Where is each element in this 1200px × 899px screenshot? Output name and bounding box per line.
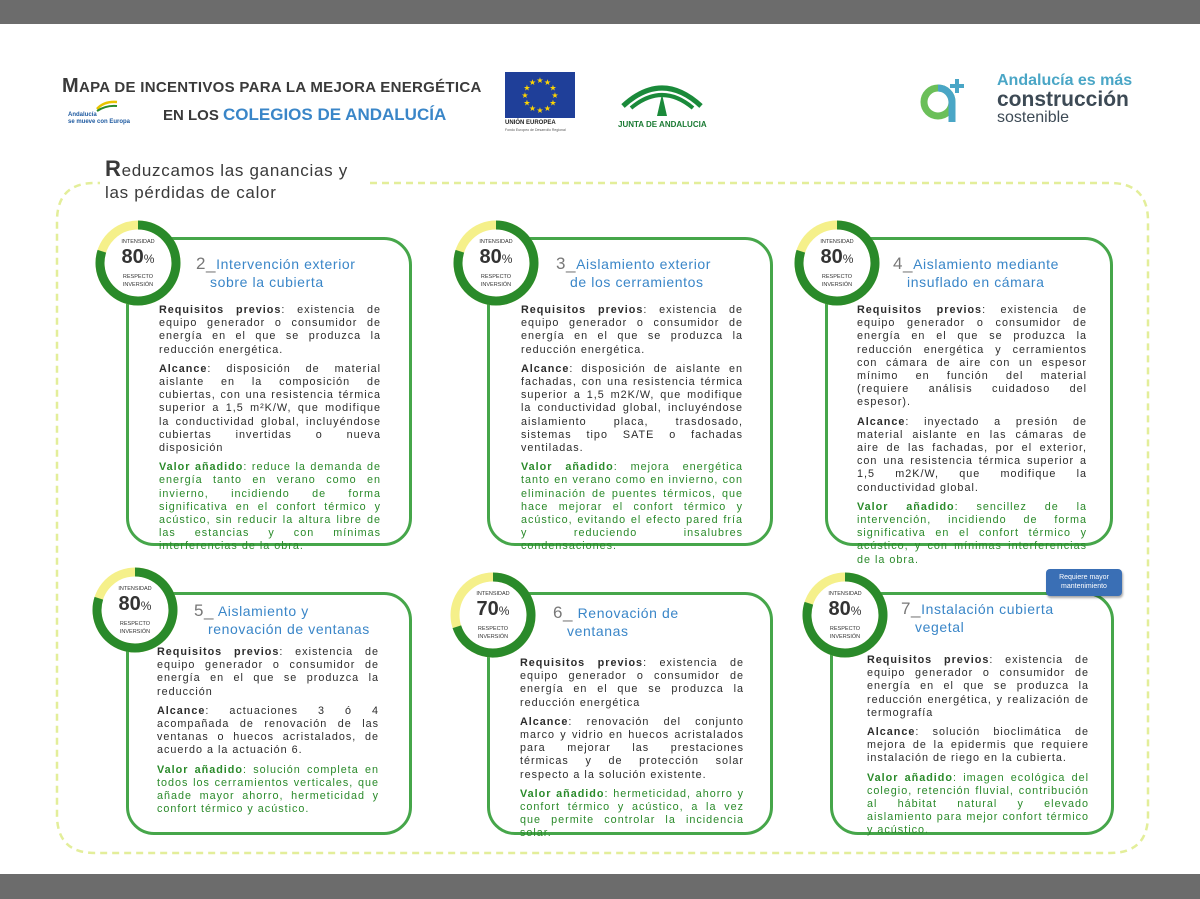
gauge-value: 80% [121,246,155,268]
intensity-gauge [792,218,882,308]
gauge-bottom-label: RESPECTO [122,274,154,280]
eu-star-icon: ★ [521,91,529,100]
card-body: Requisitos previos: existencia de equipo generador o consumidor de energía en el que se produzca la reducción energética, y realización de termografía Alcance: solución bioclimática de mejora de la epidermis que requiere instalación de riego en la cubierta. Valor añadido: imagen ecológica del colegio, retención fluvial, contribución al hábitat natural y elevado aislamiento para mejor confort térmico y acústico. [867,654,1090,837]
eu-star-icon: ★ [543,78,552,88]
gauge-bottom-label: INVERSIÓN [480,282,512,288]
gauge-bottom-label: INVERSIÓN [119,629,151,635]
gauge-top-label: INTENSIDAD [820,239,854,245]
gauge-value: 70% [476,598,510,620]
acs-line2: construcción [997,88,1129,111]
gauge-bottom-label: RESPECTO [821,274,853,280]
gauge-value: 80% [820,246,854,268]
section-headline: Reduzcamos las ganancias y las pérdidas de calor [105,156,348,202]
eu-star-icon: ★ [543,103,552,113]
gauge-bottom-label: RESPECTO [119,621,151,627]
gauge-bottom-label: INVERSIÓN [477,634,509,640]
eu-star-icon: ★ [549,98,557,108]
card-body: Requisitos previos: existencia de equipo generador o consumidor de energía en el que se produzca la reducción energética. Alcance: disposición de aislante en fachadas, con una resistencia térmica superior a 1,5 m2K/W, que modifique la conductividad global, incluyéndose aislamiento placa, trasdosado, sistemas tipo SATE o fachadas ventiladas. Valor añadido: mejora energética tanto en verano como en invierno, con eliminación de puentes térmicos, que hace mejorar el confort térmico y acústico, evitando el efecto pared fría y reduciendo insalubres condensaciones. [521,304,743,553]
gauge-top-label: INTENSIDAD [121,239,155,245]
card-body: Requisitos previos: existencia de equipo generador o consumidor de energía en el que se produzca la reducción Alcance: actuaciones 3 ó 4 acompañada de renovación de las ventanas o huecos acristalados, de acuerdo a la actuación 6. Valor añadido: solución completa en todos los cerramientos verticales, que añade mayor ahorro, hermeticidad y confort térmico y acústico. [157,646,380,816]
eu-star-icon: ★ [536,76,544,85]
gauge-top-label: INTENSIDAD [476,591,510,597]
intensity-gauge [800,570,890,660]
card-title: 7_Instalación cubierta vegetal [901,599,1054,635]
eu-star-icon: ★ [528,78,537,88]
eu-star-icon: ★ [523,83,531,93]
gauge-bottom-label: RESPECTO [480,274,512,280]
gauge-bottom-label: INVERSIÓN [829,634,861,640]
gauge-bottom-label: RESPECTO [829,626,861,632]
intensity-gauge [448,570,538,660]
maintenance-badge: Requiere mayor mantenimiento [1046,569,1122,596]
gauge-bottom-label: RESPECTO [477,626,509,632]
gauge-value: 80% [118,593,152,615]
card-title: 5_ Aislamiento y renovación de ventanas [194,601,370,637]
card-title: 6_ Renovación de ventanas [553,603,679,639]
card-body: Requisitos previos: existencia de equipo generador o consumidor de energía en el que se produzca la reducción energética y cerramientos con cámara de aire con un espesor mínimo en función del material (requiere análisis cuidadoso del espesor). Alcance: inyectado a presión de material aislante en las cámaras de aire de las fachadas, por el exterior, con una resistencia térmica superior a 1,5 m2K/W, que modifique la conductividad global. Valor añadido: sencillez de la intervención, incidiendo de forma significativa en el confort térmico y acústico, y con mínimas interferencias de la obra. [857,304,1087,566]
gauge-value: 80% [479,246,513,268]
eu-star-icon: ★ [549,83,557,93]
card-body: Requisitos previos: existencia de equipo generador o consumidor de energía en el que se produzca la reducción energética. Alcance: disposición de material aislante en la composición de cubiertas, con una resistencia térmica superior a 1,5 m²K/W, que modifique la conductividad global, incluyéndose cubiertas invertidas o nueva disposición Valor añadido: reduce la demanda de energía tanto en verano como en invierno, incidiendo de forma significativa en el confort térmico y acústico, sin reducir la altura libre de las estancias y con mínimas interferencias de la obra. [159,304,382,553]
card-title: 4_Aislamiento mediante insuflado en cámara [893,254,1059,290]
intensity-gauge [90,565,180,655]
intensity-gauge [93,218,183,308]
gauge-top-label: INTENSIDAD [828,591,862,597]
gauge-bottom-label: INVERSIÓN [122,282,154,288]
junta-label: JUNTA DE ANDALUCIA [618,120,707,129]
card-title: 2_Intervención exterior sobre la cubierta [196,254,356,290]
gauge-value: 80% [828,598,862,620]
acs-line1: Andalucía es más [997,72,1133,89]
gauge-top-label: INTENSIDAD [479,239,513,245]
page-title-line1: MAPA DE INCENTIVOS PARA LA MEJORA ENERGÉTICA [62,75,482,97]
card-body: Requisitos previos: existencia de equipo generador o consumidor de energía en el que se produzca la reducción energética Alcance: renovación del conjunto marco y vidrio en huecos acristalados para mejorar las prestaciones térmicas y de protección solar respecto a la solución existente. Valor añadido: hermeticidad, ahorro y confort térmico y acústico, a la vez que permite controlar la incidencia solar. [520,657,745,840]
gauge-bottom-label: INVERSIÓN [821,282,853,288]
eu-label: UNIÓN EUROPEA [505,120,556,126]
acs-line3: sostenible [997,109,1070,126]
eu-star-icon: ★ [551,91,559,100]
gauge-top-label: INTENSIDAD [118,586,152,592]
eu-star-icon: ★ [523,98,531,108]
eu-star-icon: ★ [536,106,544,115]
page-title-line2: EN LOS COLEGIOS DE ANDALUCÍA [163,105,447,124]
eu-star-icon: ★ [528,103,537,113]
card-title: 3_Aislamiento exterior de los cerramientos [556,254,712,290]
andalucia-europa-logo: Andalucía se mueve con Europa [62,98,162,130]
eu-sublabel: Fondo Europeo de Desarrollo Regional [505,128,566,132]
intensity-gauge [451,218,541,308]
